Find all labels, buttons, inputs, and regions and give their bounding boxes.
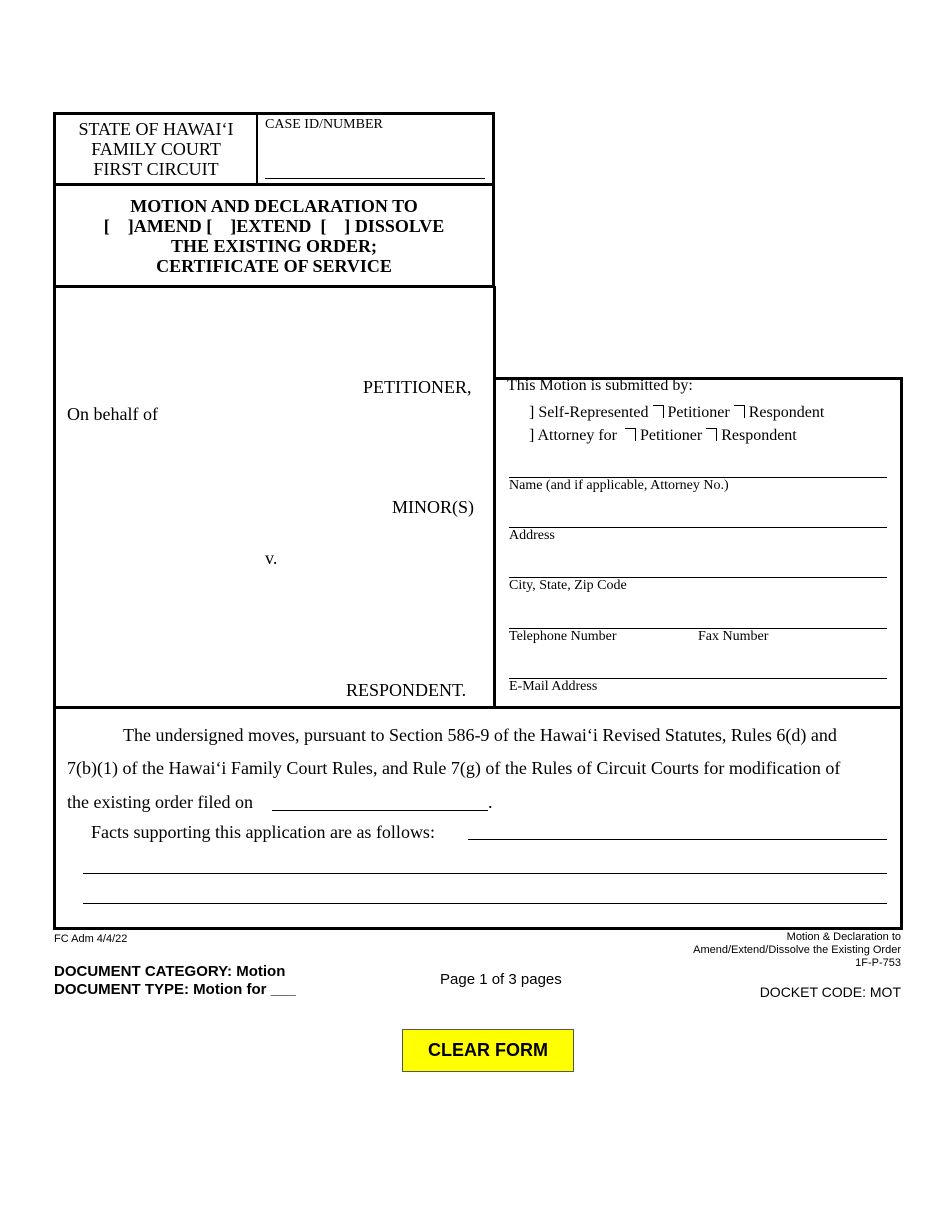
- facts-field-line-3[interactable]: [83, 903, 887, 904]
- attorney-petitioner-label: Petitioner: [639, 427, 703, 444]
- telephone-field-label: Telephone Number: [509, 629, 617, 644]
- frame-bottom: [53, 927, 903, 930]
- case-id-label: CASE ID/NUMBER: [265, 117, 383, 132]
- attorney-row: [507, 427, 797, 445]
- motion-text-line-3: the existing order filed on: [67, 792, 253, 812]
- self-respondent-label: Respondent: [748, 404, 825, 421]
- form-number: 1F-P-753: [855, 957, 901, 969]
- attorney-petitioner-checkbox[interactable]: [625, 428, 636, 441]
- name-field-label: Name (and if applicable, Attorney No.): [509, 478, 729, 493]
- self-represented-label: Self-Represented: [538, 404, 649, 421]
- amend-label: AMEND: [133, 216, 202, 236]
- dissolve-checkbox[interactable]: [ ]: [315, 216, 351, 236]
- document-type: DOCUMENT TYPE: Motion for ___: [54, 981, 296, 998]
- court-name: [56, 115, 258, 183]
- title-line-3: THE EXISTING ORDER;: [170, 236, 378, 256]
- header-divider: [53, 183, 495, 186]
- self-represented-checkbox[interactable]: ]: [529, 404, 535, 421]
- court-division: FAMILY COURT: [91, 139, 221, 159]
- form-title-line-1: Motion & Declaration to: [786, 931, 901, 943]
- attorney-respondent-label: Respondent: [721, 427, 797, 444]
- motion-text-line-1: The undersigned moves, pursuant to Section 586-9 of the Hawai‘i Revised Statutes, Rules 6(d) and: [123, 725, 837, 745]
- title-options: [56, 216, 492, 236]
- facts-field-line-1[interactable]: [468, 839, 887, 840]
- extend-label: EXTEND: [236, 216, 312, 236]
- frame-right: [900, 377, 903, 930]
- attorney-respondent-checkbox[interactable]: [706, 428, 717, 441]
- clear-form-button[interactable]: CLEAR FORM: [402, 1029, 574, 1072]
- title-line-4: CERTIFICATE OF SERVICE: [156, 256, 392, 276]
- facts-label: Facts supporting this application are as follows:: [91, 822, 435, 842]
- self-respondent-checkbox[interactable]: [734, 405, 745, 418]
- attorney-checkbox[interactable]: ]: [529, 427, 535, 444]
- self-represented-row: [507, 404, 824, 422]
- respondent-label: RESPONDENT.: [346, 680, 467, 700]
- title-line-1: MOTION AND DECLARATION TO: [130, 196, 418, 216]
- frame-middle: [493, 286, 496, 708]
- form-date: FC Adm 4/4/22: [54, 933, 128, 945]
- docket-code: DOCKET CODE: MOT: [759, 984, 901, 1000]
- motion-text-line-2: 7(b)(1) of the Hawai‘i Family Court Rules, and Rule 7(g) of the Rules of Circuit Courts for modification of: [67, 758, 841, 778]
- case-id-field[interactable]: [265, 178, 485, 179]
- submitted-by-heading: This Motion is submitted by:: [507, 377, 693, 394]
- motion-period: .: [488, 792, 493, 812]
- email-field-label: E-Mail Address: [509, 679, 598, 694]
- extend-checkbox[interactable]: [ ]: [206, 216, 237, 236]
- form-title-line-2: Amend/Extend/Dissolve the Existing Order: [693, 944, 901, 956]
- self-petitioner-label: Petitioner: [667, 404, 730, 421]
- form-title: [56, 196, 492, 276]
- city-field-label: City, State, Zip Code: [509, 578, 627, 593]
- amend-checkbox[interactable]: [ ]: [103, 216, 134, 236]
- fax-field-label: Fax Number: [698, 629, 769, 644]
- versus-label: v.: [265, 548, 278, 568]
- address-field-label: Address: [509, 528, 555, 543]
- on-behalf-of-label: On behalf of: [67, 404, 158, 424]
- document-category: DOCUMENT CATEGORY: Motion: [54, 963, 286, 980]
- petitioner-label: PETITIONER,: [363, 377, 472, 397]
- page-number: Page 1 of 3 pages: [440, 971, 562, 988]
- attorney-label: Attorney for: [537, 427, 617, 444]
- address-field[interactable]: [509, 527, 887, 528]
- dissolve-label: DISSOLVE: [354, 216, 445, 236]
- minors-label: MINOR(S): [392, 497, 475, 517]
- self-petitioner-checkbox[interactable]: [653, 405, 664, 418]
- form-info: [693, 931, 901, 970]
- facts-field-line-2[interactable]: [83, 873, 887, 874]
- court-state: STATE OF HAWAI‘I: [78, 119, 234, 139]
- order-filed-date-field[interactable]: [272, 810, 488, 811]
- frame-left: [53, 286, 56, 930]
- frame-divider: [53, 706, 903, 709]
- court-circuit: FIRST CIRCUIT: [93, 159, 219, 179]
